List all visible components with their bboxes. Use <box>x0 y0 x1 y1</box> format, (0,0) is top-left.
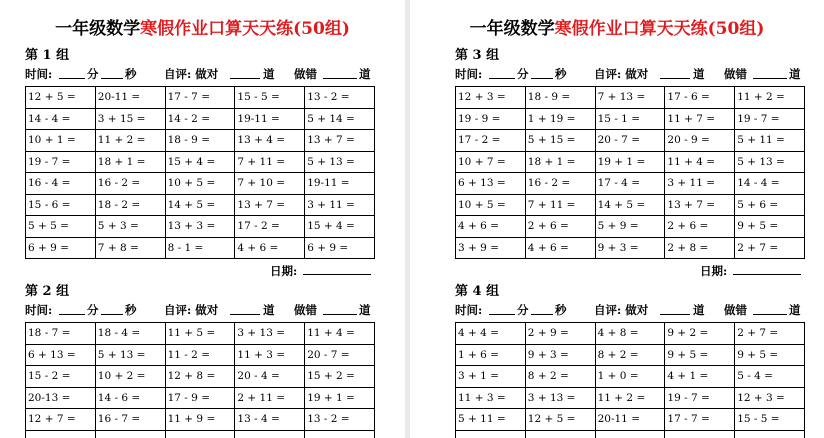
problem-cell: 13 + 7 = <box>665 194 735 216</box>
problem-cell: 18 - 4 = <box>95 323 165 345</box>
dao-label-2: 道 <box>359 303 371 317</box>
problem-cell: 5 + 11 = <box>735 130 805 152</box>
table-row <box>456 130 805 152</box>
problem-grid <box>25 86 375 259</box>
dao-label-1: 道 <box>263 303 275 317</box>
problem-cell: 8 + 2 = <box>595 344 665 366</box>
table-row <box>456 108 805 130</box>
table-row <box>26 323 375 345</box>
problem-cell: 1 + 0 = <box>595 366 665 388</box>
problem-cell: 17 - 2 = <box>235 216 305 238</box>
problem-cell: 11 + 3 = <box>235 344 305 366</box>
minutes-blank[interactable] <box>489 302 515 315</box>
dao-label-1: 道 <box>693 67 705 81</box>
problem-cell: 20-13 = <box>26 387 96 409</box>
problem-cell: 5 + 15 = <box>525 130 595 152</box>
problem-cell: 18 + 1 = <box>525 151 595 173</box>
problem-grid <box>455 86 805 259</box>
table-row <box>456 194 805 216</box>
problem-cell: 9 + 5 = <box>665 344 735 366</box>
table-row <box>456 216 805 238</box>
table-row <box>456 237 805 259</box>
problem-cell: 10 + 5 = <box>165 173 235 195</box>
problem-cell: 20-11 = <box>95 87 165 109</box>
title-black-part: 一年级数学 <box>469 19 555 39</box>
problem-cell: 5 + 13 = <box>305 151 375 173</box>
wrong-count-blank[interactable] <box>323 302 357 315</box>
problem-cell: 11 + 2 = <box>595 387 665 409</box>
problem-cell: 10 + 1 = <box>26 130 96 152</box>
problem-cell: 20 - 7 = <box>595 130 665 152</box>
problem-cell <box>26 430 96 438</box>
table-row <box>26 173 375 195</box>
problem-cell: 19 + 1 = <box>595 151 665 173</box>
problem-cell: 4 + 4 = <box>456 323 526 345</box>
problem-cell: 7 + 8 = <box>95 237 165 259</box>
group-title: 第 3 组 <box>455 48 500 63</box>
problem-cell: 11 + 2 = <box>95 130 165 152</box>
problem-cell <box>595 430 665 438</box>
problem-cell: 14 - 4 = <box>735 173 805 195</box>
problem-cell: 4 + 6 = <box>235 237 305 259</box>
problem-cell: 11 + 4 = <box>665 151 735 173</box>
problem-cell: 6 + 13 = <box>456 173 526 195</box>
problem-cell: 4 + 8 = <box>595 323 665 345</box>
table-row <box>26 237 375 259</box>
self-eval-label: 自评: 做对 <box>164 67 219 81</box>
problem-cell: 4 + 6 = <box>525 237 595 259</box>
table-row <box>26 430 375 438</box>
problem-cell: 10 + 7 = <box>456 151 526 173</box>
problem-cell: 15 - 2 = <box>26 366 96 388</box>
problem-cell: 6 + 9 = <box>305 237 375 259</box>
seconds-blank[interactable] <box>101 66 123 79</box>
correct-count-blank[interactable] <box>660 66 690 79</box>
problem-cell: 8 + 2 = <box>525 366 595 388</box>
problem-cell: 16 - 7 = <box>95 409 165 431</box>
problem-cell: 12 + 7 = <box>26 409 96 431</box>
time-label: 时间: <box>25 67 53 81</box>
problem-cell: 7 + 10 = <box>235 173 305 195</box>
problem-cell: 2 + 8 = <box>665 237 735 259</box>
problem-cell: 20 - 7 = <box>305 344 375 366</box>
problem-cell: 13 + 7 = <box>235 194 305 216</box>
problem-cell: 14 + 5 = <box>595 194 665 216</box>
self-eval-label: 自评: 做对 <box>164 303 219 317</box>
table-row <box>456 151 805 173</box>
worksheet-title <box>410 14 824 39</box>
table-row <box>26 344 375 366</box>
group-title: 第 1 组 <box>25 48 70 63</box>
problem-cell: 11 + 3 = <box>456 387 526 409</box>
problem-cell: 15 - 1 = <box>595 108 665 130</box>
worksheet-page-right <box>410 0 824 438</box>
problem-cell: 16 - 2 = <box>525 173 595 195</box>
problem-cell: 7 + 11 = <box>235 151 305 173</box>
problem-cell: 17 - 6 = <box>665 87 735 109</box>
problem-cell: 15 - 6 = <box>26 194 96 216</box>
table-row <box>26 387 375 409</box>
problem-cell: 19 - 7 = <box>26 151 96 173</box>
problem-cell: 18 - 9 = <box>165 130 235 152</box>
problem-cell: 5 + 5 = <box>26 216 96 238</box>
problem-cell <box>456 430 526 438</box>
problem-cell <box>235 430 305 438</box>
date-field <box>700 262 801 279</box>
date-blank[interactable] <box>733 262 801 275</box>
problem-cell: 13 - 2 = <box>305 409 375 431</box>
correct-count-blank[interactable] <box>660 302 690 315</box>
seconds-label: 秒 <box>125 67 137 81</box>
problem-cell: 17 - 7 = <box>665 409 735 431</box>
problem-cell: 3 + 15 = <box>95 108 165 130</box>
problem-cell: 19 + 1 = <box>305 387 375 409</box>
problem-cell: 16 - 2 = <box>95 173 165 195</box>
seconds-blank[interactable] <box>531 66 553 79</box>
problem-cell: 3 + 11 = <box>305 194 375 216</box>
title-black-part: 一年级数学 <box>55 19 141 39</box>
wrong-label: 做错 <box>294 67 317 81</box>
problem-cell: 1 + 6 = <box>456 344 526 366</box>
dao-label-2: 道 <box>789 303 801 317</box>
problem-cell: 13 + 7 = <box>305 130 375 152</box>
problem-cell: 2 + 6 = <box>525 216 595 238</box>
group-title: 第 4 组 <box>455 284 500 299</box>
problem-cell: 8 - 1 = <box>165 237 235 259</box>
problem-cell: 17 - 7 = <box>165 87 235 109</box>
problem-cell: 19 - 7 = <box>735 108 805 130</box>
title-red-part: 寒假作业口算天天练(50组) <box>140 19 350 39</box>
wrong-label: 做错 <box>294 303 317 317</box>
problem-cell: 12 + 3 = <box>735 387 805 409</box>
group-title: 第 2 组 <box>25 284 70 299</box>
problem-cell: 20 - 9 = <box>665 130 735 152</box>
table-row <box>26 366 375 388</box>
problem-cell <box>525 430 595 438</box>
problem-cell <box>305 430 375 438</box>
problem-cell: 14 - 4 = <box>26 108 96 130</box>
problem-cell: 5 + 13 = <box>735 151 805 173</box>
problem-cell: 18 - 7 = <box>26 323 96 345</box>
problem-cell <box>665 430 735 438</box>
problem-cell: 13 - 2 = <box>305 87 375 109</box>
problem-cell: 12 + 8 = <box>165 366 235 388</box>
problem-cell: 2 + 6 = <box>665 216 735 238</box>
table-row <box>456 366 805 388</box>
self-eval-label: 自评: 做对 <box>594 303 649 317</box>
correct-count-blank[interactable] <box>230 66 260 79</box>
wrong-label: 做错 <box>724 303 747 317</box>
problem-cell: 11 - 2 = <box>165 344 235 366</box>
table-row <box>26 216 375 238</box>
worksheet-title <box>0 14 405 39</box>
problem-cell: 2 + 11 = <box>235 387 305 409</box>
problem-cell: 3 + 13 = <box>235 323 305 345</box>
problem-cell: 5 + 14 = <box>305 108 375 130</box>
problem-cell: 12 + 3 = <box>456 87 526 109</box>
problem-cell: 20-11 = <box>595 409 665 431</box>
table-row <box>26 409 375 431</box>
problem-cell: 1 + 19 = <box>525 108 595 130</box>
problem-cell: 11 + 2 = <box>735 87 805 109</box>
problem-cell <box>165 430 235 438</box>
problem-cell: 11 + 5 = <box>165 323 235 345</box>
dao-label-1: 道 <box>693 303 705 317</box>
problem-cell: 19 - 7 = <box>665 387 735 409</box>
minutes-blank[interactable] <box>489 66 515 79</box>
minutes-blank[interactable] <box>59 66 85 79</box>
problem-cell: 9 + 3 = <box>525 344 595 366</box>
minutes-label: 分 <box>87 303 99 317</box>
table-row <box>26 194 375 216</box>
table-row <box>26 130 375 152</box>
problem-cell: 17 - 9 = <box>165 387 235 409</box>
problem-cell: 11 + 4 = <box>305 323 375 345</box>
problem-cell: 17 - 2 = <box>456 130 526 152</box>
problem-cell: 5 + 3 = <box>95 216 165 238</box>
problem-cell: 19-11 = <box>305 173 375 195</box>
date-field <box>270 262 371 279</box>
problem-grid <box>25 322 375 438</box>
problem-cell: 6 + 13 = <box>26 344 96 366</box>
table-row <box>456 87 805 109</box>
wrong-count-blank[interactable] <box>753 302 787 315</box>
problem-cell: 6 + 9 = <box>26 237 96 259</box>
seconds-label: 秒 <box>555 67 567 81</box>
problem-cell: 15 + 4 = <box>165 151 235 173</box>
problem-cell: 7 + 11 = <box>525 194 595 216</box>
correct-count-blank[interactable] <box>230 302 260 315</box>
time-label: 时间: <box>25 303 53 317</box>
seconds-label: 秒 <box>555 303 567 317</box>
minutes-label: 分 <box>517 303 529 317</box>
problem-cell: 18 + 1 = <box>95 151 165 173</box>
problem-cell: 15 + 4 = <box>305 216 375 238</box>
table-row <box>456 344 805 366</box>
problem-cell: 9 + 5 = <box>735 344 805 366</box>
problem-cell: 18 - 9 = <box>525 87 595 109</box>
problem-cell: 9 + 3 = <box>595 237 665 259</box>
minutes-label: 分 <box>87 67 99 81</box>
problem-cell: 11 + 9 = <box>165 409 235 431</box>
problem-cell <box>735 430 805 438</box>
problem-cell: 16 - 4 = <box>26 173 96 195</box>
minutes-blank[interactable] <box>59 302 85 315</box>
problem-cell: 5 + 13 = <box>95 344 165 366</box>
problem-cell: 13 + 4 = <box>235 130 305 152</box>
time-label: 时间: <box>455 67 483 81</box>
problem-cell: 12 + 5 = <box>26 87 96 109</box>
problem-cell: 3 + 9 = <box>456 237 526 259</box>
date-blank[interactable] <box>303 262 371 275</box>
problem-cell: 5 + 6 = <box>735 194 805 216</box>
table-row <box>26 87 375 109</box>
problem-cell: 14 - 2 = <box>165 108 235 130</box>
problem-cell: 9 + 5 = <box>735 216 805 238</box>
problem-cell: 9 + 2 = <box>665 323 735 345</box>
problem-cell: 2 + 7 = <box>735 237 805 259</box>
problem-cell: 5 + 9 = <box>595 216 665 238</box>
problem-cell: 19-11 = <box>235 108 305 130</box>
table-row <box>456 430 805 438</box>
seconds-blank[interactable] <box>531 302 553 315</box>
table-row <box>456 409 805 431</box>
problem-cell: 3 + 11 = <box>665 173 735 195</box>
wrong-count-blank[interactable] <box>323 66 357 79</box>
problem-cell: 2 + 7 = <box>735 323 805 345</box>
seconds-label: 秒 <box>125 303 137 317</box>
problem-cell: 10 + 5 = <box>456 194 526 216</box>
problem-cell: 4 + 6 = <box>456 216 526 238</box>
problem-cell: 18 - 2 = <box>95 194 165 216</box>
problem-cell: 13 + 3 = <box>165 216 235 238</box>
problem-cell: 4 + 1 = <box>665 366 735 388</box>
problem-cell: 3 + 1 = <box>456 366 526 388</box>
problem-cell: 12 + 5 = <box>525 409 595 431</box>
problem-cell: 10 + 2 = <box>95 366 165 388</box>
wrong-label: 做错 <box>724 67 747 81</box>
minutes-label: 分 <box>517 67 529 81</box>
problem-grid <box>455 322 805 438</box>
wrong-count-blank[interactable] <box>753 66 787 79</box>
time-label: 时间: <box>455 303 483 317</box>
dao-label-1: 道 <box>263 67 275 81</box>
problem-cell: 14 + 5 = <box>165 194 235 216</box>
problem-cell: 17 - 4 = <box>595 173 665 195</box>
problem-cell: 3 + 13 = <box>525 387 595 409</box>
table-row <box>26 151 375 173</box>
table-row <box>456 323 805 345</box>
table-row <box>456 173 805 195</box>
problem-cell: 7 + 13 = <box>595 87 665 109</box>
problem-cell: 2 + 9 = <box>525 323 595 345</box>
self-eval-label: 自评: 做对 <box>594 67 649 81</box>
table-row <box>456 387 805 409</box>
seconds-blank[interactable] <box>101 302 123 315</box>
problem-cell: 13 - 4 = <box>235 409 305 431</box>
table-row <box>26 108 375 130</box>
problem-cell: 20 - 4 = <box>235 366 305 388</box>
problem-cell: 15 + 2 = <box>305 366 375 388</box>
problem-cell: 5 - 4 = <box>735 366 805 388</box>
date-label: 日期: <box>270 264 298 278</box>
title-red-part: 寒假作业口算天天练(50组) <box>554 19 765 39</box>
problem-cell: 5 + 11 = <box>456 409 526 431</box>
problem-cell: 15 - 5 = <box>735 409 805 431</box>
date-label: 日期: <box>700 264 728 278</box>
problem-cell: 19 - 9 = <box>456 108 526 130</box>
problem-cell: 15 - 5 = <box>235 87 305 109</box>
dao-label-2: 道 <box>789 67 801 81</box>
problem-cell: 11 + 7 = <box>665 108 735 130</box>
problem-cell <box>95 430 165 438</box>
problem-cell: 14 - 6 = <box>95 387 165 409</box>
worksheet-page-left <box>0 0 405 438</box>
dao-label-2: 道 <box>359 67 371 81</box>
